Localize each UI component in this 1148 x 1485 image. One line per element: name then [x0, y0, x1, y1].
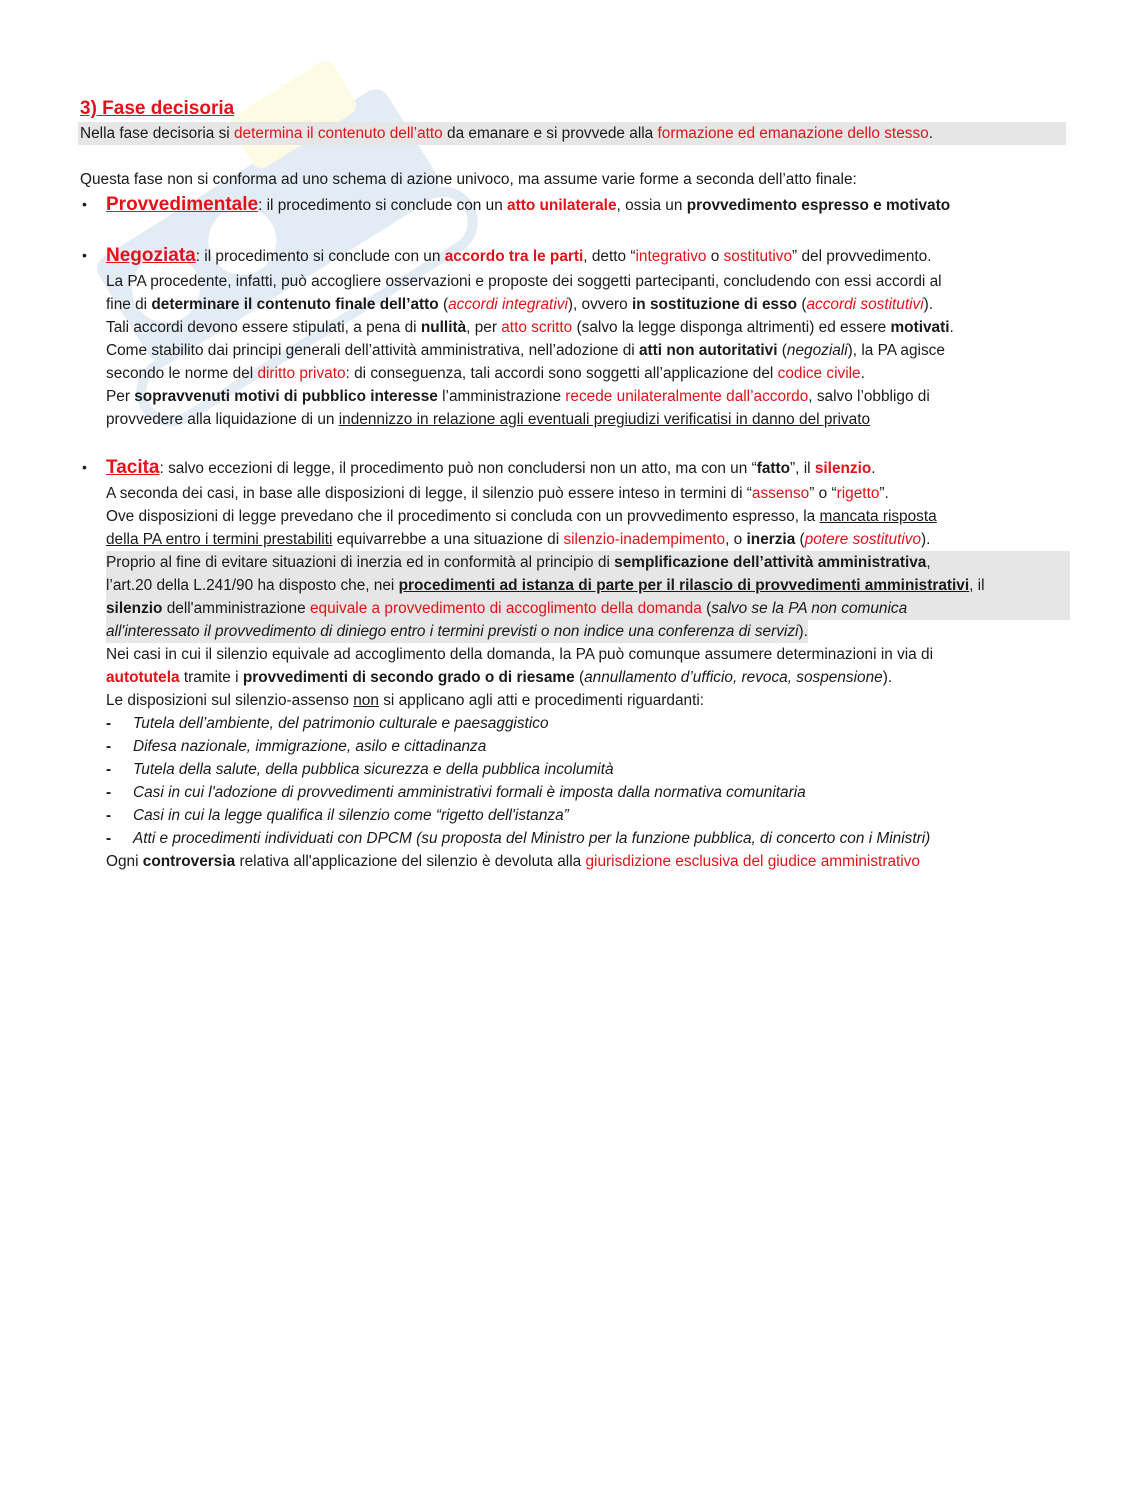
list-item: - Casi in cui l'adozione di provvedimenti amministrativi formali è imposta dalla normativa comunitaria: [106, 784, 806, 801]
lead-line: Questa fase non si conforma ad uno schema di azione univoco, ma assume varie forme a seconda dell’atto finale:: [80, 171, 857, 188]
list-item-provvedimentale: • Provvedimentale: il procedimento si conclude con un atto unilaterale, ossia un provvedimento espresso e motivato: [80, 191, 1070, 219]
bullet-icon: •: [82, 196, 87, 212]
document-page: [80, 96, 1070, 873]
section-title: 3) Fase decisoria: [80, 98, 235, 119]
list-item: - Casi in cui la legge qualifica il silenzio come “rigetto dell'istanza”: [106, 807, 569, 824]
list-item: - Atti e procedimenti individuati con DPCM (su proposta del Ministro per la funzione pubblica, di concerto con i Ministri): [106, 830, 931, 847]
bullet-icon: •: [82, 247, 87, 263]
list-item-negoziata: • Negoziata: il procedimento si conclude con un accordo tra le parti, detto “integrativo o sostitutivo” del provvedimento. La PA procedente, infatti, può accogliere osservazioni e proposte dei soggetti partecipanti, concludendo con essi accordi al fine di determinare il contenuto finale dell’atto (accordi integrativi), ovvero in sostituzione di esso (accordi sostitutivi). Tali accordi devono essere stipulati, a pena di nullità, per atto scritto (salvo la legge disponga altrimenti) ed essere motivati. Come stabilito dai principi generali dell’attività amministrativa, nell’adozione di atti non autoritativi (negoziali), la PA agisce secondo le norme del diritto privato: di conseguenza, tali accordi sono soggetti all’applicazione del codice civile. Per sopravvenuti motivi di pubblico interesse l’amministrazione recede unilateralmente dall’accordo, salvo l’obbligo di provvedere alla liquidazione di un indennizzo in relazione agli eventuali pregiudizi verificatisi in danno del privato: [80, 242, 1070, 431]
intro-line: Nella fase decisoria si determina il contenuto dell’atto da emanare e si provvede alla formazione ed emanazione dello stesso.: [78, 122, 1066, 145]
list-item: - Difesa nazionale, immigrazione, asilo e cittadinanza: [106, 738, 487, 755]
list-item: - Tutela della salute, della pubblica sicurezza e della pubblica incolumità: [106, 761, 614, 778]
bullet-icon: •: [82, 459, 87, 475]
exclusions-list: [106, 712, 1070, 850]
list-item: - Tutela dell’ambiente, del patrimonio culturale e paesaggistico: [106, 715, 549, 732]
list-item-tacita: • Tacita: salvo eccezioni di legge, il procedimento può non concludersi non un atto, ma con un “fatto”, il silenzio. A seconda dei casi, in base alle disposizioni di legge, il silenzio può essere inteso in termini di “assenso” o “rigetto”. Ove disposizioni di legge prevedano che il procedimento si concluda con un provvedimento espresso, la mancata risposta della PA entro i termini prestabiliti equivarrebbe a una situazione di silenzio-inadempimento, o inerzia (potere sostitutivo). Proprio al fine di evitare situazioni di inerzia ed in conformità al principio di semplificazione dell’attività amministrativa, l’art.20 della L.241/90 ha disposto che, nei procedimenti ad istanza di parte per il rilascio di provvedimenti amministrativi, il silenzio dell'amministrazione equivale a provvedimento di accoglimento della domanda (salvo se la PA non comunica all'interessato il provvedimento di diniego entro i termini previsti o non indice una conferenza di servizi). Nei casi in cui il silenzio equivale ad accoglimento della domanda, la PA può comunque assumere determinazioni in via di autotutela tramite i provvedimenti di secondo grado o di riesame (annullamento d’ufficio, revoca, sospensione). Le disposizioni sul silenzio-assenso non si applicano agli atti e procedimenti riguardanti: - Tutela dell’ambiente, del patrimonio culturale e paesaggistico - Difesa nazionale, immigrazione, asilo e cittadinanza - Tutela della salute, della pubblica sicurezza e della pubblica incolumità - Casi in cui l'adozione di provvedimenti amministrativi formali è imposta dalla normativa comunitaria - Casi in cui la legge qualifica il silenzio come “rigetto dell'istanza” - Atti e procedimenti individuati con DPCM (su proposta del Ministro per la funzione pubblica, di concerto con i Ministri) Ogni controversia relativa all'applicazione del silenzio è devoluta alla giurisdizione esclusiva del giudice amministrativo: [80, 454, 1070, 873]
